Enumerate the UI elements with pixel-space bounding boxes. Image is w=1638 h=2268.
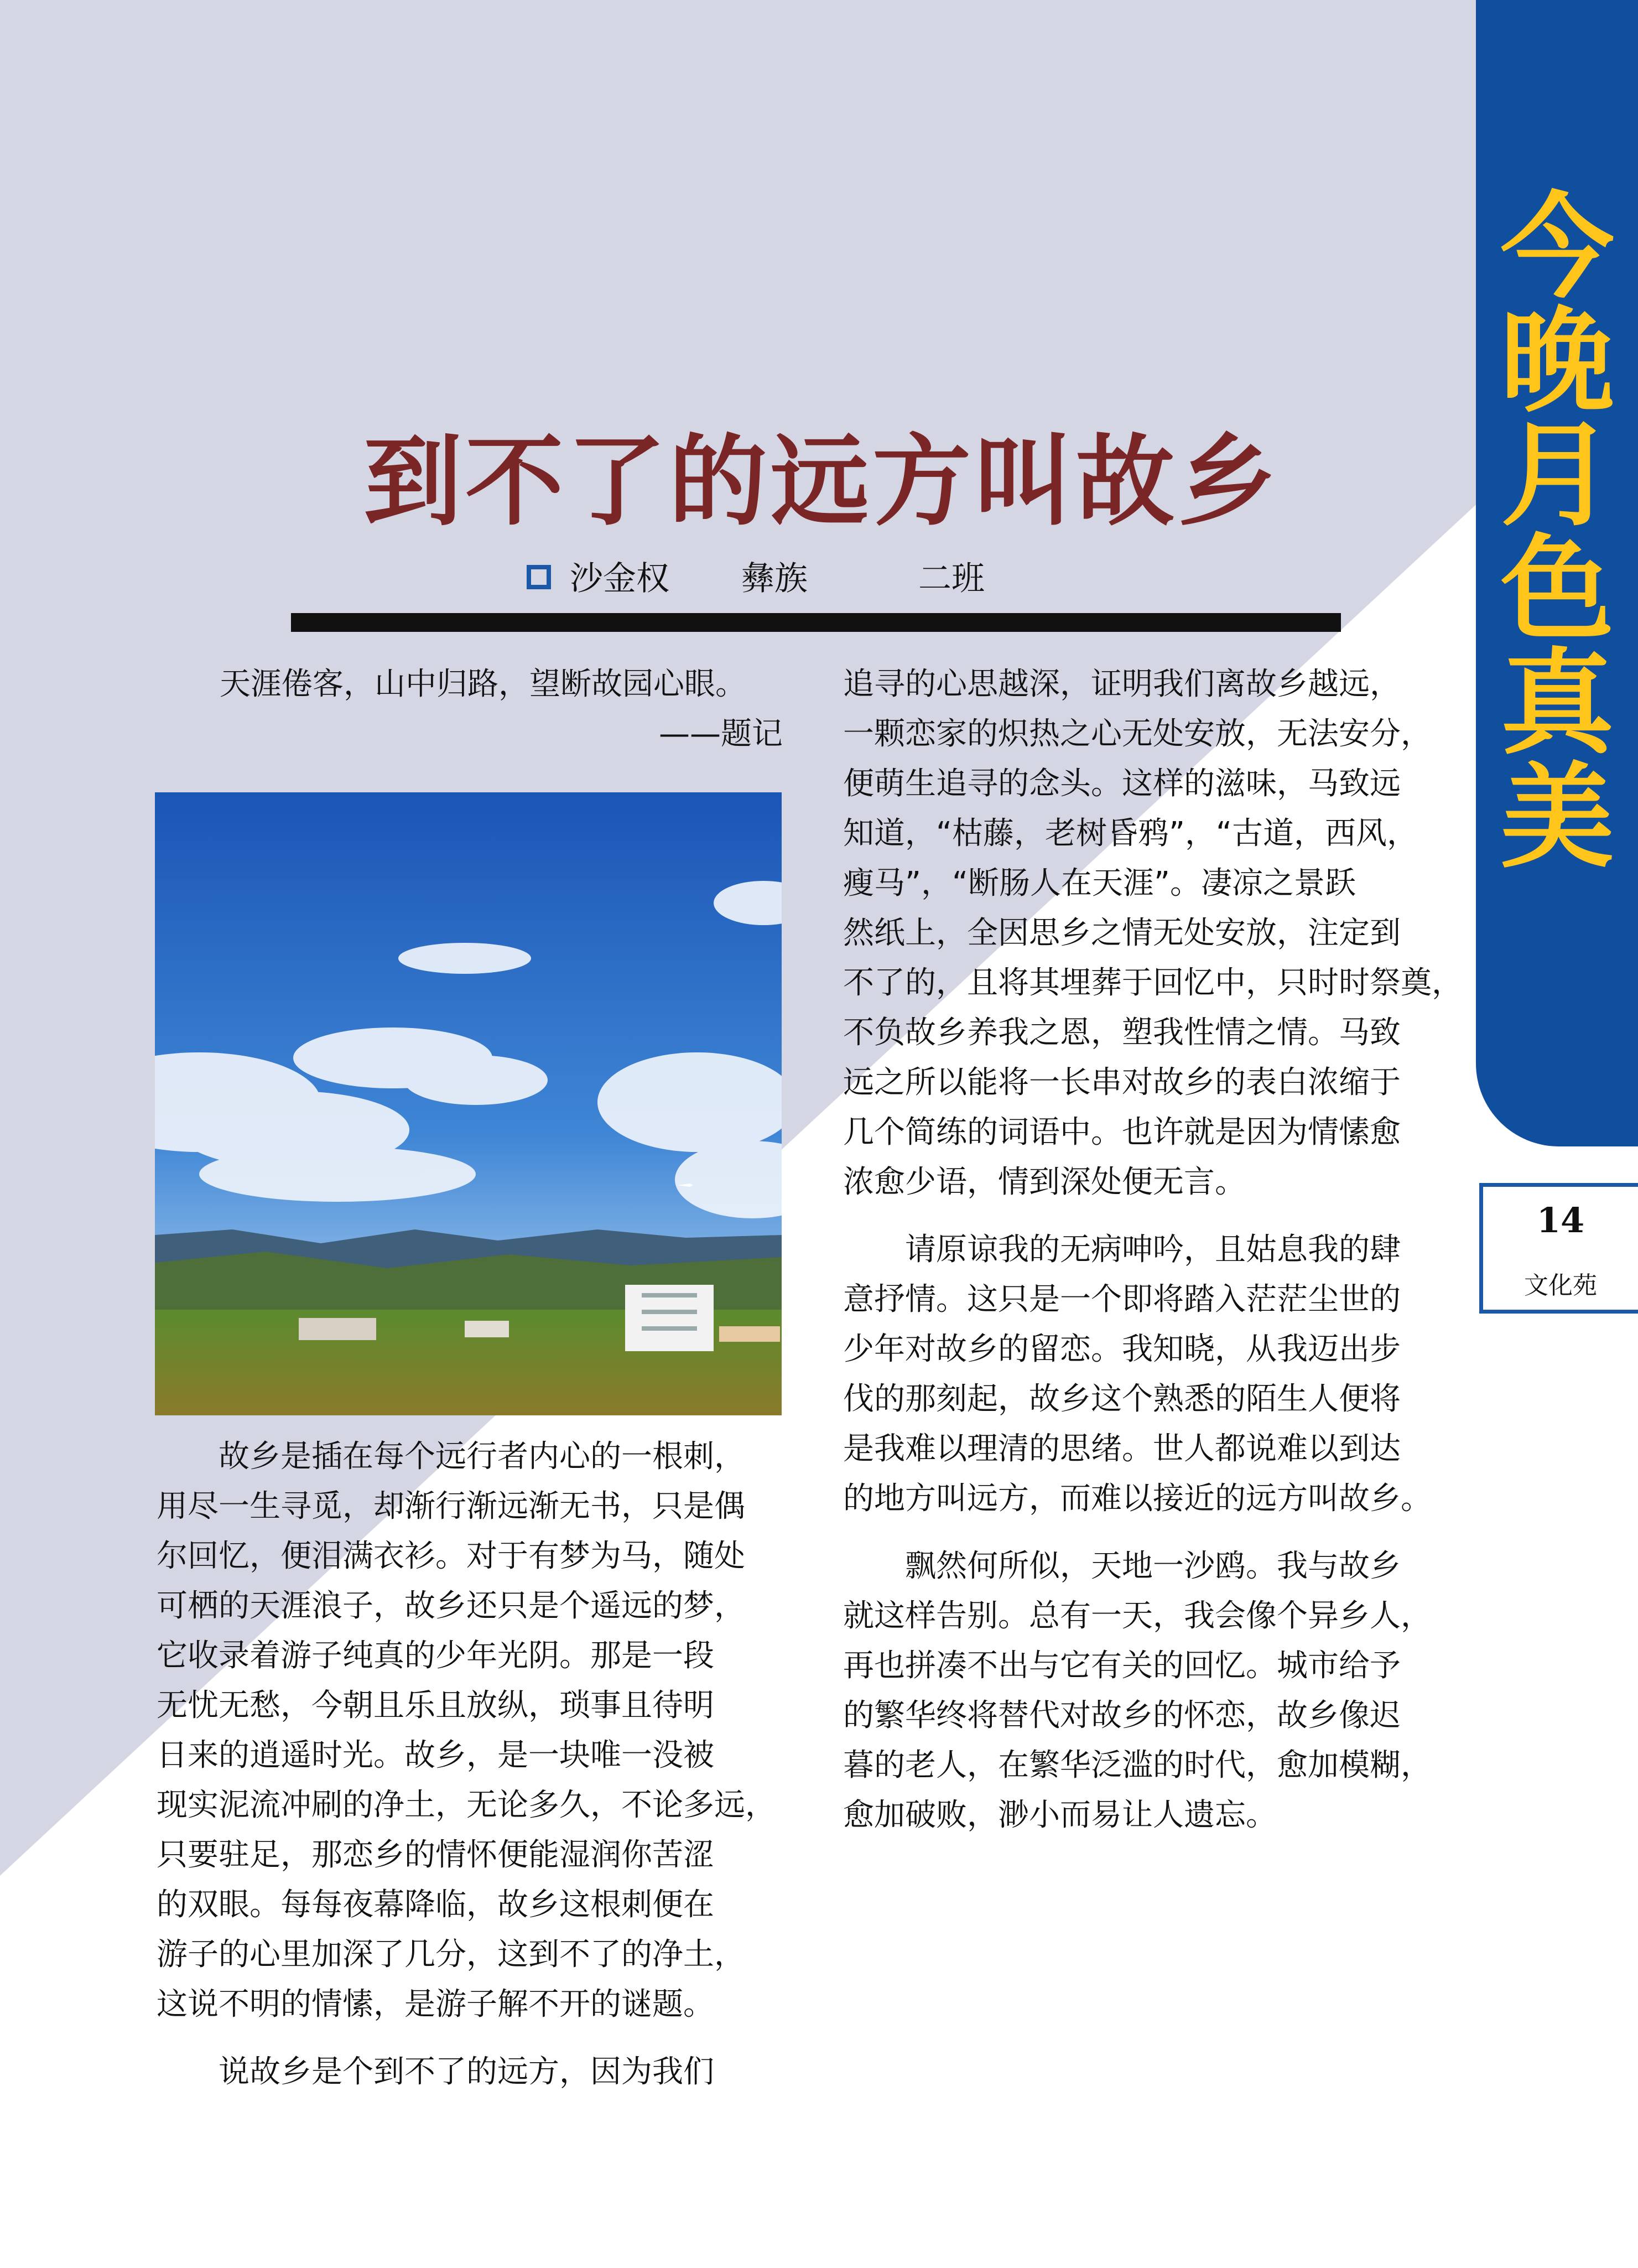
paragraph: [843, 1225, 1475, 1524]
text-line: 少年对故乡的留恋。我知晓，从我迈出步: [843, 1331, 1401, 1367]
epigraph-text: 天涯倦客，山中归路，望断故园心眼。: [220, 666, 746, 702]
text-line: 几个简练的词语中。也许就是因为情愫愈: [843, 1114, 1401, 1150]
text-line: 用尽一生寻觅，却渐行渐远渐无书，只是偶: [157, 1488, 745, 1524]
right-column: [843, 660, 1475, 1840]
text-line: 再也拼凑不出与它有关的回忆。城市给予: [843, 1648, 1401, 1684]
text-line: 暮的老人，在繁华泛滥的时代，愈加模糊，: [843, 1747, 1432, 1783]
text-line: 追寻的心思越深，证明我们离故乡越远，: [843, 666, 1401, 702]
text-line: 日来的逍遥时光。故乡，是一块唯一没被: [157, 1737, 714, 1773]
text-line: 飘然何所似，天地一沙鸥。我与故乡: [905, 1548, 1401, 1584]
text-line: 伐的那刻起，故乡这个熟悉的陌生人便将: [843, 1381, 1401, 1417]
text-line: 可栖的天涯浪子，故乡还只是个遥远的梦，: [157, 1588, 745, 1624]
text-line: 的繁华终将替代对故乡的怀恋，故乡像迟: [843, 1698, 1401, 1734]
column-title-char: 美: [1500, 751, 1614, 884]
left-column: [157, 1432, 784, 2097]
text-line: 请原谅我的无病呻吟，且姑息我的肆: [905, 1232, 1401, 1268]
column-title-char: 色: [1500, 523, 1614, 656]
title-rule: [291, 613, 1341, 632]
bullet-square-icon: [527, 565, 551, 589]
column-title-char: 真: [1500, 637, 1614, 770]
text-line: 远之所以能将一长串对故乡的表白浓缩于: [843, 1065, 1401, 1101]
text-line: 知道，“枯藤，老树昏鸦”，“古道，西风，: [843, 816, 1418, 852]
text-line: 愈加破败，渺小而易让人遗忘。: [843, 1797, 1277, 1833]
text-line: 意抒情。这只是一个即将踏入茫茫尘世的: [843, 1281, 1401, 1317]
text-line: 一颗恋家的炽热之心无处安放，无法安分，: [843, 716, 1432, 752]
byline: [527, 552, 985, 600]
text-line: 现实泥流冲刷的净土，无论多久，不论多远，: [157, 1787, 776, 1823]
text-line: 不负故乡养我之恩，塑我性情之情。马致: [843, 1015, 1401, 1051]
page-number: 14: [1536, 1200, 1585, 1241]
text-line: 便萌生追寻的念头。这样的滋味，马致远: [843, 766, 1401, 802]
article-title: 到不了的远方叫故乡: [363, 423, 1280, 539]
author-ethnicity: 彝族: [741, 559, 808, 598]
column-title-char: 月: [1500, 409, 1614, 542]
section-name: 文化苑: [1524, 1271, 1597, 1300]
text-line: 瘦马”，“断肠人在天涯”。凄凉之景跃: [843, 865, 1356, 901]
text-line: 是我难以理清的思绪。世人都说难以到达: [843, 1431, 1401, 1467]
text-line: 无忧无愁，今朝且乐且放纵，琐事且待明: [157, 1688, 714, 1724]
epigraph: [157, 660, 783, 759]
text-line: 不了的，且将其埋葬于回忆中，只时时祭奠，: [843, 965, 1463, 1001]
text-line: 说故乡是个到不了的远方，因为我们: [219, 2054, 714, 2090]
landscape-photo: [155, 792, 782, 1415]
text-line: 故乡是插在每个远行者内心的一根刺，: [219, 1439, 745, 1475]
text-line: 只要驻足，那恋乡的情怀便能湿润你苦涩: [157, 1837, 714, 1873]
text-line: 它收录着游子纯真的少年光阴。那是一段: [157, 1638, 714, 1674]
text-line: 浓愈少语，情到深处便无言。: [843, 1164, 1246, 1200]
column-title-char: 今: [1500, 181, 1614, 314]
column-title: [1483, 181, 1632, 884]
text-line: 游子的心里加深了几分，这到不了的净土，: [157, 1937, 745, 1973]
text-line: 这说不明的情愫，是游子解不开的谜题。: [157, 1986, 714, 2022]
paragraph: [843, 1542, 1475, 1840]
text-line: 的双眼。每每夜幕降临，故乡这根刺便在: [157, 1887, 714, 1923]
epigraph-source: ——题记: [659, 716, 783, 752]
author-class: 二班: [918, 559, 985, 598]
page-number-box: [1479, 1183, 1638, 1314]
column-title-char: 晚: [1500, 295, 1614, 428]
text-line: 然纸上，全因思乡之情无处安放，注定到: [843, 915, 1401, 951]
paragraph: [843, 660, 1475, 1207]
paragraph: [157, 1432, 784, 2030]
text-line: 的地方叫远方，而难以接近的远方叫故乡。: [843, 1481, 1432, 1517]
text-line: 尔回忆，便泪满衣衫。对于有梦为马，随处: [157, 1538, 745, 1574]
text-line: 就这样告别。总有一天，我会像个异乡人，: [843, 1598, 1432, 1634]
author-name: 沙金权: [570, 559, 669, 598]
